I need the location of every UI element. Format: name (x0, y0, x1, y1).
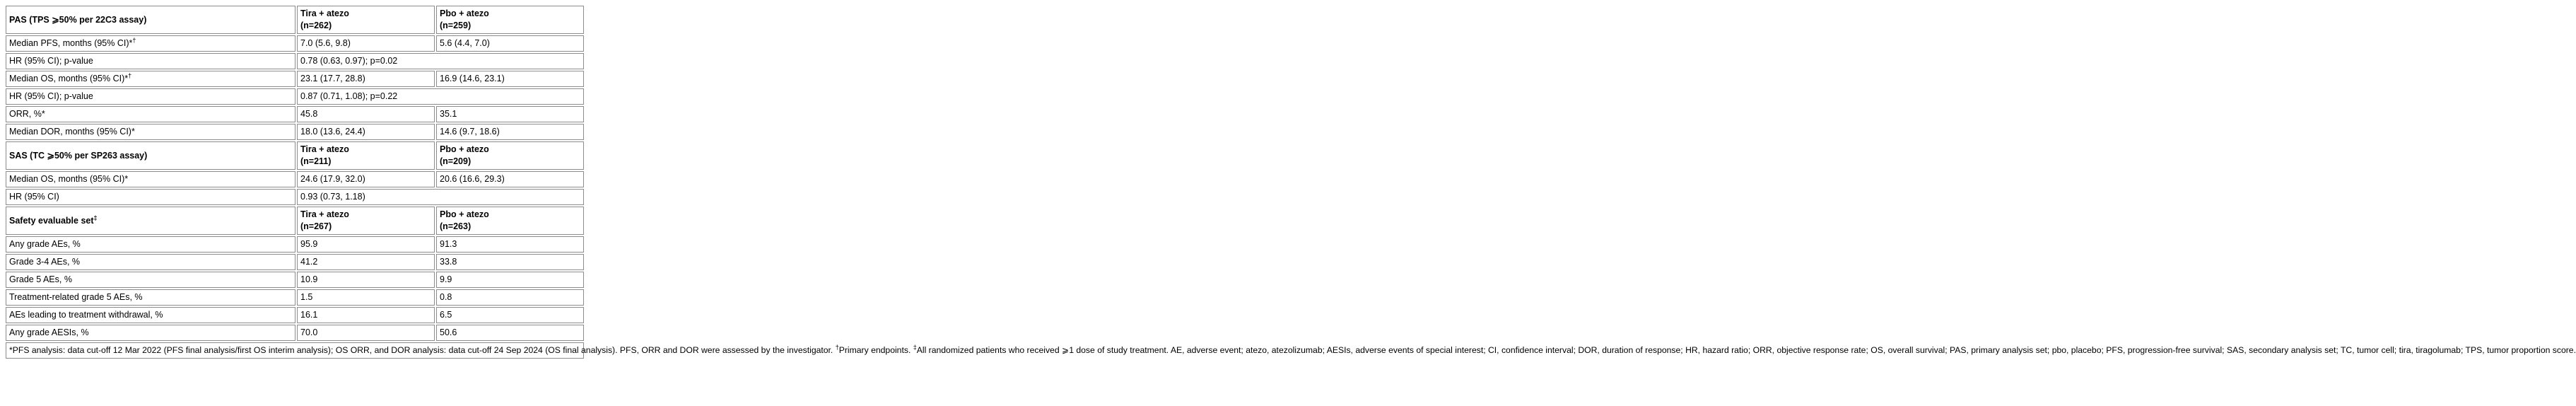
results-table (4, 4, 2576, 360)
arm2-value: 50.6 (436, 325, 584, 341)
row-label: HR (95% CI) (6, 189, 295, 205)
arm1-value: 24.6 (17.9, 32.0) (297, 171, 435, 187)
sas-section-title: SAS (TC ⩾50% per SP263 assay) (6, 141, 295, 170)
sas-arm2-n: (n=209) (440, 156, 472, 166)
hr-value: 0.87 (0.71, 1.08); p=0.22 (297, 88, 584, 105)
table-row (6, 106, 584, 122)
sas-arm1-header (297, 141, 435, 170)
safety-arm1-n: (n=267) (300, 221, 332, 231)
arm1-value: 10.9 (297, 272, 435, 288)
pas-header-row (6, 6, 584, 34)
sas-arm2-header (436, 141, 584, 170)
sas-header-row (6, 141, 584, 170)
table-row (6, 307, 584, 323)
arm1-value: 23.1 (17.7, 28.8) (297, 71, 435, 87)
hr-value: 0.93 (0.73, 1.18) (297, 189, 584, 205)
table-row (6, 71, 584, 87)
arm2-value: 16.9 (14.6, 23.1) (436, 71, 584, 87)
arm2-value: 33.8 (436, 254, 584, 270)
row-label: AEs leading to treatment withdrawal, % (6, 307, 295, 323)
arm2-value: 9.9 (436, 272, 584, 288)
table-row (6, 272, 584, 288)
table-row (6, 124, 584, 140)
hr-value: 0.78 (0.63, 0.97); p=0.02 (297, 53, 584, 69)
row-label: Median OS, months (95% CI)*† (6, 71, 295, 87)
pas-arm2-n: (n=259) (440, 21, 472, 30)
arm1-value: 45.8 (297, 106, 435, 122)
safety-arm2-header (436, 207, 584, 235)
row-label: Median PFS, months (95% CI)*† (6, 35, 295, 52)
table-row (6, 189, 584, 205)
row-label: Treatment-related grade 5 AEs, % (6, 289, 295, 306)
row-label: Grade 3-4 AEs, % (6, 254, 295, 270)
table-row (6, 88, 584, 105)
table-row (6, 325, 584, 341)
arm2-value: 0.8 (436, 289, 584, 306)
safety-arm1-name: Tira + atezo (300, 209, 349, 219)
row-label: ORR, %* (6, 106, 295, 122)
table-row (6, 254, 584, 270)
safety-section-title: Safety evaluable set‡ (6, 207, 295, 235)
row-label: HR (95% CI); p-value (6, 88, 295, 105)
arm1-value: 18.0 (13.6, 24.4) (297, 124, 435, 140)
dagger-mark: † (128, 71, 132, 79)
arm2-value: 6.5 (436, 307, 584, 323)
arm1-value: 70.0 (297, 325, 435, 341)
arm2-value: 14.6 (9.7, 18.6) (436, 124, 584, 140)
footnote: *PFS analysis: data cut-off 12 Mar 2022 (PFS final analysis/first OS interim analysis); OS ORR, and DOR analysis: data cut-off 24 Sep 2024 (OS final analysis). PFS, ORR and DOR were assessed by the investigator. †Primary endpoints. ‡All randomized patients who received ⩾1 dose of study treatment. AE, adverse event; atezo, atezolizumab; AESIs, adverse events of special interest; CI, confidence interval; DOR, duration of response; HR, hazard ratio; ORR, objective response rate; OS, overall survival; PAS, primary analysis set; pbo, placebo; PFS, progression-free survival; SAS, secondary analysis set; TC, tumor cell; tira, tiragolumab; TPS, tumor proportion score. (6, 342, 584, 359)
table-row (6, 171, 584, 187)
row-label: HR (95% CI); p-value (6, 53, 295, 69)
pas-arm1-n: (n=262) (300, 21, 332, 30)
table-row (6, 53, 584, 69)
safety-arm1-header (297, 207, 435, 235)
dagger-mark: † (835, 343, 839, 351)
sas-arm2-name: Pbo + atezo (440, 144, 489, 154)
dagger-mark: † (132, 36, 136, 44)
row-label: Any grade AEs, % (6, 236, 295, 253)
table-row (6, 236, 584, 253)
arm2-value: 35.1 (436, 106, 584, 122)
arm1-value: 1.5 (297, 289, 435, 306)
pas-arm2-header (436, 6, 584, 34)
row-label: Grade 5 AEs, % (6, 272, 295, 288)
results-table-container (4, 4, 2576, 360)
arm1-value: 41.2 (297, 254, 435, 270)
row-label: Any grade AESIs, % (6, 325, 295, 341)
table-row (6, 35, 584, 52)
pas-arm2-name: Pbo + atezo (440, 8, 489, 18)
sas-arm1-n: (n=211) (300, 156, 332, 166)
row-label: Median DOR, months (95% CI)* (6, 124, 295, 140)
pas-section-title: PAS (TPS ⩾50% per 22C3 assay) (6, 6, 295, 34)
pas-arm1-name: Tira + atezo (300, 8, 349, 18)
arm2-value: 20.6 (16.6, 29.3) (436, 171, 584, 187)
safety-arm2-name: Pbo + atezo (440, 209, 489, 219)
arm1-value: 7.0 (5.6, 9.8) (297, 35, 435, 52)
arm2-value: 91.3 (436, 236, 584, 253)
row-label: Median OS, months (95% CI)* (6, 171, 295, 187)
arm1-value: 16.1 (297, 307, 435, 323)
sas-arm1-name: Tira + atezo (300, 144, 349, 154)
footnote-row (6, 342, 584, 359)
safety-arm2-n: (n=263) (440, 221, 472, 231)
safety-header-row (6, 207, 584, 235)
arm1-value: 95.9 (297, 236, 435, 253)
table-row (6, 289, 584, 306)
arm2-value: 5.6 (4.4, 7.0) (436, 35, 584, 52)
double-dagger-mark: ‡ (913, 343, 917, 351)
double-dagger-mark: ‡ (93, 214, 98, 221)
pas-arm1-header (297, 6, 435, 34)
